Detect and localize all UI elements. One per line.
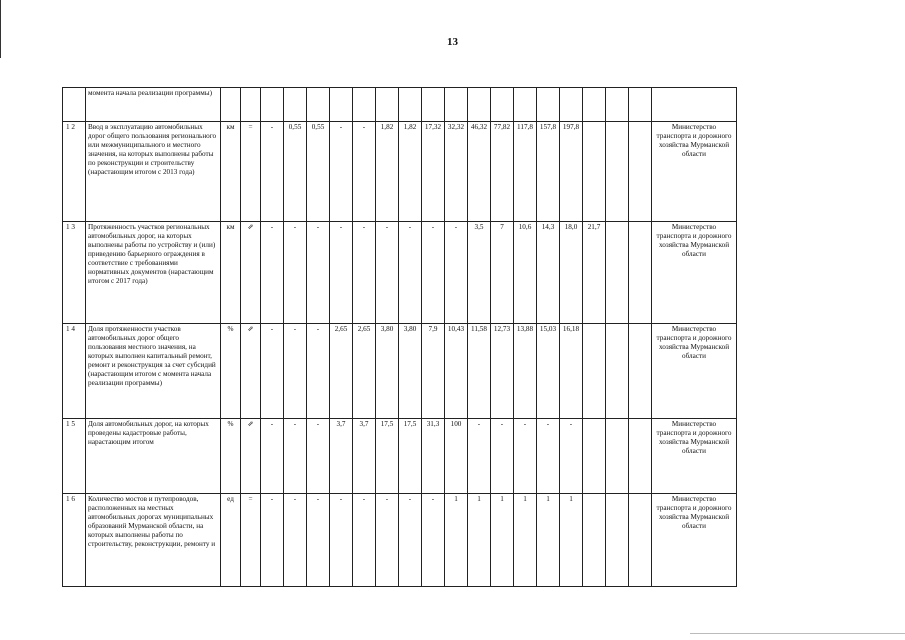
value-cell bbox=[261, 88, 284, 122]
row-number: 1 2 bbox=[63, 122, 86, 222]
value-cell: 1 bbox=[468, 494, 491, 587]
row-number: 1 4 bbox=[63, 324, 86, 419]
value-cell: - bbox=[514, 419, 537, 494]
value-cell: 1,82 bbox=[376, 122, 399, 222]
value-cell: 15,03 bbox=[537, 324, 560, 419]
value-cell: - bbox=[353, 222, 376, 324]
value-cell: - bbox=[422, 222, 445, 324]
value-cell: - bbox=[261, 324, 284, 419]
value-cell: 1 bbox=[491, 494, 514, 587]
value-cell: 7,9 bbox=[422, 324, 445, 419]
value-cell: 117,8 bbox=[514, 122, 537, 222]
value-cell bbox=[284, 88, 307, 122]
value-cell: 1 bbox=[514, 494, 537, 587]
table-row bbox=[63, 494, 737, 587]
indicator-name: Доля протяженности участков автомобильных дорог общего пользования местного значения, на которых выполнен капитальный ремонт, ремонт и реконструкция за счет субсидий (нарастающим итогом с момента начала реализации программы) bbox=[86, 324, 221, 419]
direction-cell: ⇗ bbox=[241, 324, 261, 419]
value-cell bbox=[537, 88, 560, 122]
value-cell: 32,32 bbox=[445, 122, 468, 222]
indicator-name: Протяженность участков региональных автомобильных дорог, на которых выполнены работы по устройству и (или) приведению барьерного ограждения в соответствие с требованиями нормативных документов (нарастающим итогом с 2017 года) bbox=[86, 222, 221, 324]
value-cell: - bbox=[307, 494, 330, 587]
value-cell: 10,6 bbox=[514, 222, 537, 324]
responsible-cell: Министерство транспорта и дорожного хозяйства Мурманской области bbox=[652, 222, 737, 324]
value-cell bbox=[376, 88, 399, 122]
direction-cell: = bbox=[241, 494, 261, 587]
value-cell bbox=[606, 494, 629, 587]
value-cell bbox=[629, 324, 652, 419]
value-cell bbox=[583, 494, 606, 587]
value-cell: - bbox=[261, 122, 284, 222]
value-cell: - bbox=[284, 494, 307, 587]
unit-cell: % bbox=[221, 419, 241, 494]
value-cell: - bbox=[284, 222, 307, 324]
value-cell bbox=[629, 88, 652, 122]
direction-cell: ⇗ bbox=[241, 419, 261, 494]
value-cell: 18,0 bbox=[560, 222, 583, 324]
value-cell bbox=[606, 122, 629, 222]
indicator-name: Количество мостов и путепроводов, расположенных на местных автомобильных дорогах муниципальных образований Мурманской области, на которых выполнены работы по строительству, реконструкции, ремонту и bbox=[86, 494, 221, 587]
value-cell: - bbox=[353, 494, 376, 587]
value-cell bbox=[399, 88, 422, 122]
value-cell: 21,7 bbox=[583, 222, 606, 324]
value-cell bbox=[606, 419, 629, 494]
value-cell: 1 bbox=[560, 494, 583, 587]
value-cell: 3,7 bbox=[353, 419, 376, 494]
indicator-name: Доля автомобильных дорог, на которых проведены кадастровые работы, нарастающим итогом bbox=[86, 419, 221, 494]
value-cell: - bbox=[261, 419, 284, 494]
table-row bbox=[63, 324, 737, 419]
value-cell: 17,5 bbox=[376, 419, 399, 494]
value-cell: 10,43 bbox=[445, 324, 468, 419]
value-cell: 2,65 bbox=[353, 324, 376, 419]
value-cell: - bbox=[307, 324, 330, 419]
value-cell: 13,88 bbox=[514, 324, 537, 419]
value-cell bbox=[629, 494, 652, 587]
value-cell: 3,80 bbox=[376, 324, 399, 419]
direction-cell: = bbox=[241, 122, 261, 222]
value-cell: 157,8 bbox=[537, 122, 560, 222]
value-cell: - bbox=[284, 324, 307, 419]
value-cell: 16,18 bbox=[560, 324, 583, 419]
unit-cell bbox=[221, 88, 241, 122]
value-cell: - bbox=[307, 419, 330, 494]
value-cell: 3,7 bbox=[330, 419, 353, 494]
value-cell: - bbox=[261, 494, 284, 587]
value-cell: - bbox=[307, 222, 330, 324]
table-row bbox=[63, 222, 737, 324]
value-cell: 100 bbox=[445, 419, 468, 494]
value-cell: - bbox=[399, 222, 422, 324]
value-cell: - bbox=[491, 419, 514, 494]
row-number: 1 3 bbox=[63, 222, 86, 324]
value-cell bbox=[445, 88, 468, 122]
direction-cell: ⇗ bbox=[241, 222, 261, 324]
row-number bbox=[63, 88, 86, 122]
value-cell: - bbox=[376, 222, 399, 324]
indicators-table bbox=[62, 87, 737, 587]
table-row bbox=[63, 122, 737, 222]
value-cell: 197,8 bbox=[560, 122, 583, 222]
value-cell bbox=[330, 88, 353, 122]
responsible-cell: Министерство транспорта и дорожного хозяйства Мурманской области bbox=[652, 494, 737, 587]
value-cell: - bbox=[468, 419, 491, 494]
page-number: 13 bbox=[447, 36, 458, 48]
value-cell: 17,32 bbox=[422, 122, 445, 222]
unit-cell: % bbox=[221, 324, 241, 419]
value-cell: 0,55 bbox=[307, 122, 330, 222]
value-cell: 31,3 bbox=[422, 419, 445, 494]
value-cell: - bbox=[422, 494, 445, 587]
value-cell bbox=[629, 419, 652, 494]
responsible-cell: Министерство транспорта и дорожного хозяйства Мурманской области bbox=[652, 122, 737, 222]
indicator-name: Ввод в эксплуатацию автомобильных дорог общего пользования регионального или межмуниципального и местного значения, на которых выполнены работы по реконструкции и строительству (нарастающим итогом с 2013 года) bbox=[86, 122, 221, 222]
value-cell: 14,3 bbox=[537, 222, 560, 324]
value-cell: - bbox=[330, 494, 353, 587]
value-cell: 46,32 bbox=[468, 122, 491, 222]
value-cell: - bbox=[330, 122, 353, 222]
row-number: 1 6 bbox=[63, 494, 86, 587]
value-cell bbox=[583, 324, 606, 419]
value-cell bbox=[560, 88, 583, 122]
value-cell: 11,58 bbox=[468, 324, 491, 419]
value-cell bbox=[606, 88, 629, 122]
value-cell: - bbox=[261, 222, 284, 324]
value-cell bbox=[514, 88, 537, 122]
value-cell: - bbox=[284, 419, 307, 494]
value-cell: 1,82 bbox=[399, 122, 422, 222]
value-cell: 2,65 bbox=[330, 324, 353, 419]
responsible-cell bbox=[652, 88, 737, 122]
value-cell bbox=[583, 88, 606, 122]
value-cell: - bbox=[445, 222, 468, 324]
table-row bbox=[63, 419, 737, 494]
value-cell bbox=[422, 88, 445, 122]
value-cell: - bbox=[376, 494, 399, 587]
direction-cell bbox=[241, 88, 261, 122]
responsible-cell: Министерство транспорта и дорожного хозяйства Мурманской области bbox=[652, 324, 737, 419]
value-cell bbox=[491, 88, 514, 122]
left-margin-line bbox=[0, 0, 1, 58]
value-cell: - bbox=[537, 419, 560, 494]
value-cell: 7 bbox=[491, 222, 514, 324]
value-cell bbox=[629, 222, 652, 324]
value-cell bbox=[606, 324, 629, 419]
indicator-name: момента начала реализации программы) bbox=[86, 88, 221, 122]
value-cell bbox=[468, 88, 491, 122]
row-number: 1 5 bbox=[63, 419, 86, 494]
value-cell: - bbox=[560, 419, 583, 494]
value-cell bbox=[606, 222, 629, 324]
value-cell bbox=[353, 88, 376, 122]
value-cell: 1 bbox=[445, 494, 468, 587]
value-cell bbox=[583, 419, 606, 494]
value-cell: 3,80 bbox=[399, 324, 422, 419]
value-cell: - bbox=[399, 494, 422, 587]
value-cell bbox=[583, 122, 606, 222]
value-cell bbox=[307, 88, 330, 122]
unit-cell: км bbox=[221, 122, 241, 222]
value-cell: 77,82 bbox=[491, 122, 514, 222]
value-cell: - bbox=[353, 122, 376, 222]
value-cell: 3,5 bbox=[468, 222, 491, 324]
value-cell: 12,73 bbox=[491, 324, 514, 419]
value-cell bbox=[629, 122, 652, 222]
value-cell: 0,55 bbox=[284, 122, 307, 222]
bottom-line bbox=[690, 633, 905, 634]
value-cell: - bbox=[330, 222, 353, 324]
responsible-cell: Министерство транспорта и дорожного хозяйства Мурманской области bbox=[652, 419, 737, 494]
unit-cell: км bbox=[221, 222, 241, 324]
value-cell: 17,5 bbox=[399, 419, 422, 494]
value-cell: 1 bbox=[537, 494, 560, 587]
unit-cell: ед bbox=[221, 494, 241, 587]
table-row bbox=[63, 88, 737, 122]
